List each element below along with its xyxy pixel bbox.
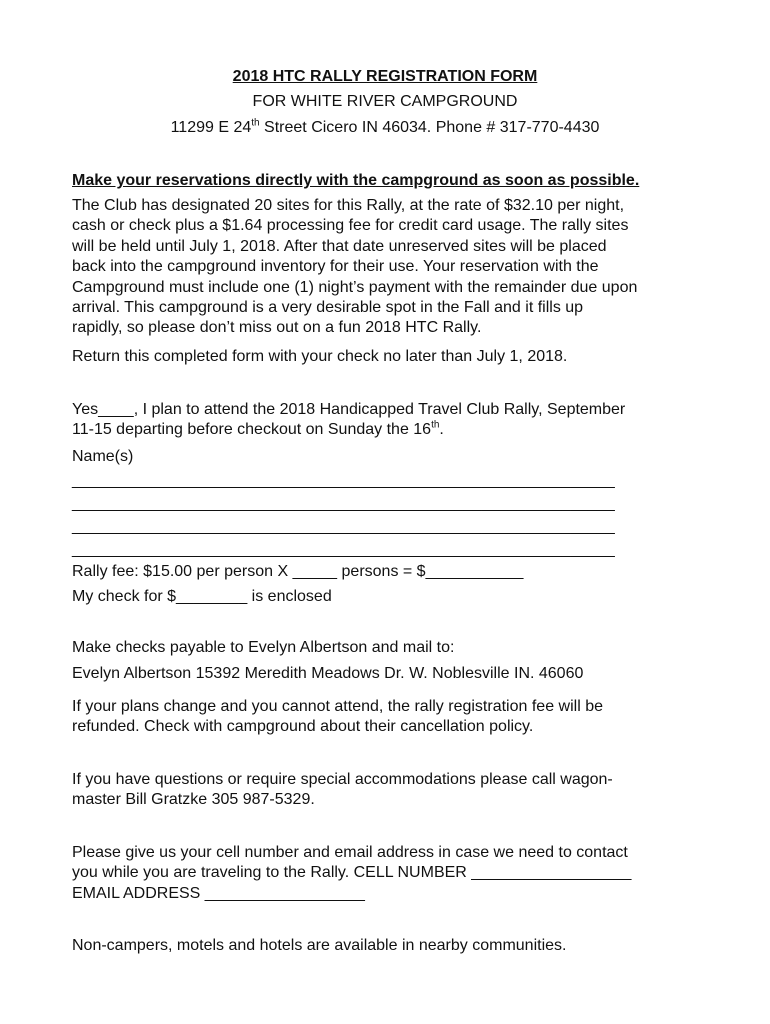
intro-line: rapidly, so please don’t miss out on a fun 2018 HTC Rally. bbox=[72, 319, 482, 337]
intro-paragraph bbox=[72, 196, 702, 339]
name-blank-line[interactable]: _____________________________________________________________ bbox=[72, 541, 615, 558]
campground-address: 11299 E 24th Street Cicero IN 46034. Phone # 317-770-4430 bbox=[170, 117, 600, 136]
refund-policy: If your plans change and you cannot attend, the rally registration fee will be refunded. Check with campground about their cancellation policy. bbox=[72, 698, 603, 736]
cell-number-line[interactable]: you while you are traveling to the Rally. CELL NUMBER __________________ bbox=[72, 864, 632, 882]
intro-line: back into the campground inventory for their use. Your reservation with the bbox=[72, 258, 599, 276]
campground-name: FOR WHITE RIVER CAMPGROUND bbox=[252, 93, 518, 110]
attendance-statement bbox=[72, 400, 702, 441]
intro-line: cash or check plus a $1.64 processing fee for credit card usage. The rally sites bbox=[72, 217, 629, 235]
lodging-note: Non-campers, motels and hotels are available in nearby communities. bbox=[72, 937, 567, 954]
questions-contact: If you have questions or require special accommodations please call wagon- master Bill Gratzke 305 987-5329. bbox=[72, 771, 613, 809]
payable-to: Make checks payable to Evelyn Albertson and mail to: bbox=[72, 639, 455, 656]
mailing-address: Evelyn Albertson 15392 Meredith Meadows Dr. W. Noblesville IN. 46060 bbox=[72, 665, 584, 682]
rally-fee-line: Rally fee: $15.00 per person X _____ persons = $___________ bbox=[72, 563, 524, 580]
intro-line: Campground must include one (1) night’s payment with the remainder due upon bbox=[72, 278, 638, 296]
reservation-heading: Make your reservations directly with the campground as soon as possible. bbox=[72, 172, 640, 189]
return-deadline: Return this completed form with your check no later than July 1, 2018. bbox=[72, 348, 568, 365]
names-blank-lines[interactable] bbox=[72, 469, 702, 561]
email-address-line[interactable]: EMAIL ADDRESS __________________ bbox=[72, 884, 365, 902]
check-amount-line: My check for $________ is enclosed bbox=[72, 588, 332, 605]
form-title: 2018 HTC RALLY REGISTRATION FORM bbox=[232, 68, 538, 85]
intro-line: will be held until July 1, 2018. After that date unreserved sites will be placed bbox=[72, 237, 607, 255]
intro-line: arrival. This campground is a very desirable spot in the Fall and it fills up bbox=[72, 299, 584, 317]
attendance-line: 11-15 departing before checkout on Sunday the 16th. bbox=[72, 420, 444, 439]
attendance-line: Yes____, I plan to attend the 2018 Handicapped Travel Club Rally, September bbox=[72, 401, 626, 418]
name-blank-line[interactable]: _____________________________________________________________ bbox=[72, 518, 615, 535]
name-blank-line[interactable]: _____________________________________________________________ bbox=[72, 495, 615, 512]
name-blank-line[interactable]: _____________________________________________________________ bbox=[72, 472, 615, 489]
cell-email-request: Please give us your cell number and email address in case we need to contact you while you are traveling to the Rally. CELL NUMBER __________________ EMAIL ADDRESS __________________ bbox=[72, 843, 702, 904]
intro-line: The Club has designated 20 sites for this Rally, at the rate of $32.10 per night, bbox=[72, 197, 625, 214]
names-label: Name(s) bbox=[72, 448, 134, 465]
